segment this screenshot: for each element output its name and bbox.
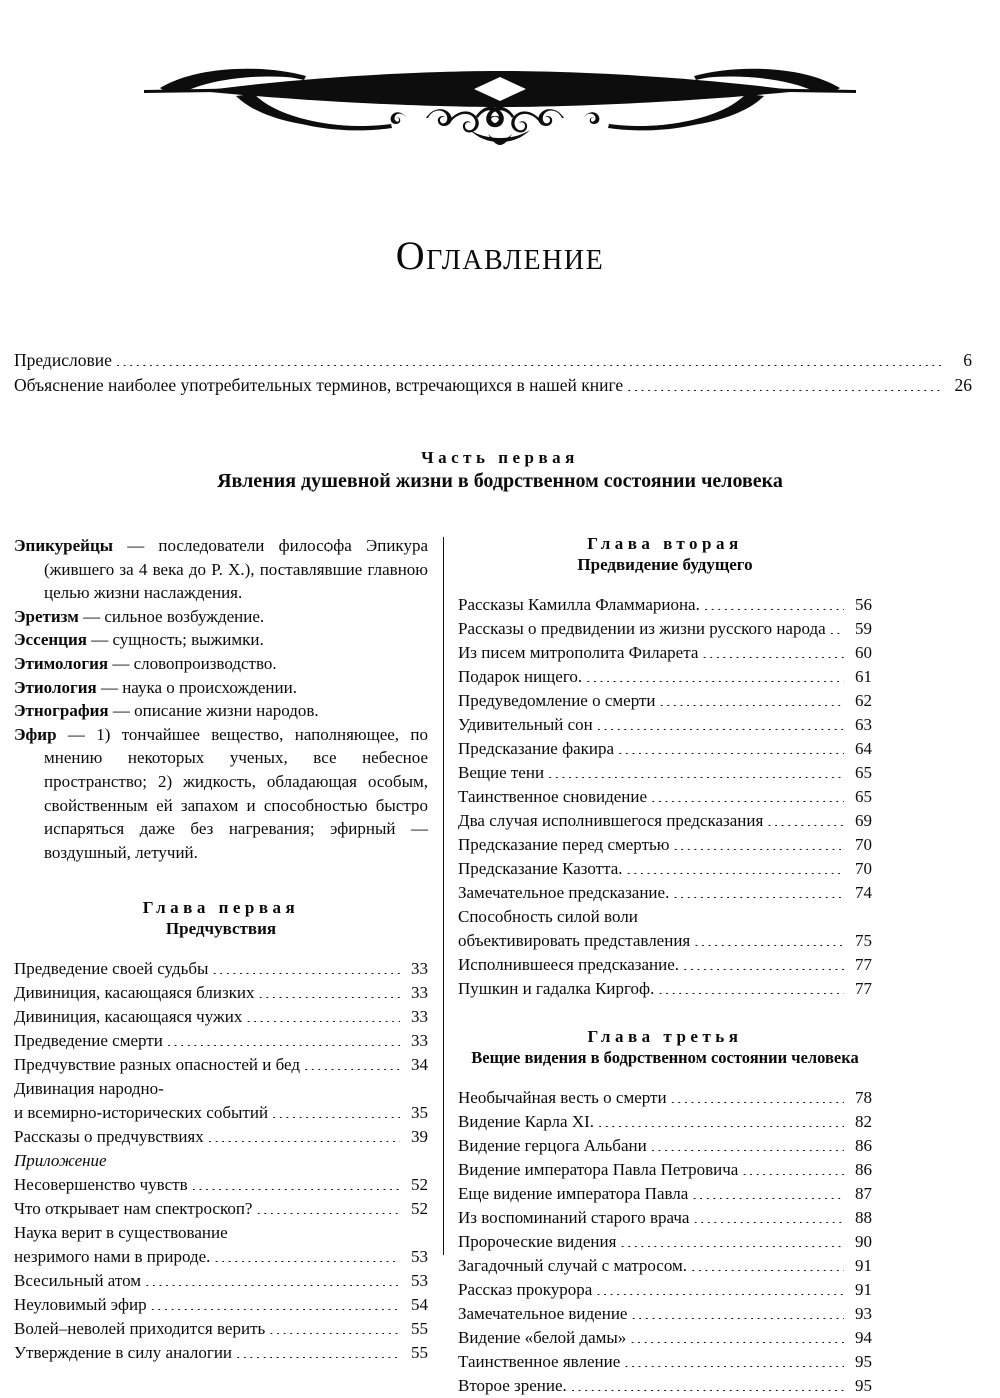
dot-leader: [232, 1221, 400, 1238]
front-matter-list: [14, 348, 972, 398]
toc-entry-label: Исполнившееся предсказание.: [458, 955, 680, 974]
dot-leader: [691, 1254, 844, 1271]
dot-leader: [571, 1374, 844, 1391]
toc-entry-label: Таинственное сновидение: [458, 787, 648, 806]
glossary-definition: — сильное возбуждение.: [78, 606, 265, 626]
toc-entry-page: 60: [855, 643, 872, 662]
toc-entry[interactable]: [458, 737, 872, 761]
dot-leader: [673, 833, 844, 850]
toc-entry[interactable]: [14, 348, 972, 373]
toc-subsection-note: [14, 1149, 428, 1173]
chapter-title: Вещие видения в бодрственном состоянии человека: [471, 1048, 859, 1067]
toc-entry-label: Второе зрение.: [458, 1376, 567, 1395]
chapter-kicker: Глава вторая: [587, 534, 743, 553]
glossary-term: Эретизм: [14, 606, 79, 626]
toc-entry[interactable]: [14, 1341, 428, 1365]
toc-entry-page: 93: [855, 1304, 872, 1323]
toc-entry-page: 64: [855, 739, 872, 758]
toc-entry-label: Утверждение в силу аналогии: [14, 1343, 233, 1363]
toc-entry-page: 69: [855, 811, 872, 830]
toc-entry[interactable]: [14, 981, 428, 1005]
toc-entry[interactable]: [14, 1125, 428, 1149]
toc-entry[interactable]: [458, 905, 872, 929]
toc-entry-page: 33: [411, 1007, 428, 1027]
dot-leader: [692, 1182, 844, 1199]
toc-entry[interactable]: [14, 1005, 428, 1029]
toc-entry-label: Из писем митрополита Филарета: [458, 643, 699, 662]
toc-entry-label: Способность силой воли: [458, 907, 638, 926]
glossary-definition: — наука о происхождении.: [96, 677, 297, 697]
toc-entry-page: 65: [855, 763, 872, 782]
toc-entry-label: Видение герцога Альбани: [458, 1136, 647, 1155]
dot-leader: [651, 785, 844, 802]
toc-entry-page: 34: [411, 1055, 428, 1075]
toc-entry-label: Из воспоминаний старого врача: [458, 1208, 690, 1227]
dot-leader: [586, 665, 844, 682]
toc-entry-page: 74: [855, 883, 872, 902]
toc-entry[interactable]: [458, 1278, 872, 1302]
chapter-one-heading: [14, 898, 428, 939]
part-heading: [0, 448, 1000, 493]
toc-entry-page: 75: [855, 931, 872, 950]
toc-entry-label: Видение императора Павла Петровича: [458, 1160, 739, 1179]
toc-entry[interactable]: [14, 1293, 428, 1317]
toc-entry[interactable]: [458, 1326, 872, 1350]
dot-leader: [631, 1302, 844, 1319]
toc-entry[interactable]: [458, 1182, 872, 1206]
dot-leader: [246, 1005, 400, 1022]
toc-entry[interactable]: [458, 689, 872, 713]
dot-leader: [167, 1029, 400, 1046]
dot-leader: [212, 957, 400, 974]
toc-entry-page: 26: [954, 375, 972, 395]
glossary-definition: — словопроизводство.: [108, 653, 277, 673]
toc-entry-label: Предуведомление о смерти: [458, 691, 656, 710]
dot-leader: [673, 881, 844, 898]
toc-entry-page: 95: [855, 1376, 872, 1395]
toc-entry-page: 55: [411, 1319, 428, 1339]
toc-entry-page: 52: [411, 1199, 428, 1219]
toc-entry-label: Видение «белой дамы»: [458, 1328, 627, 1347]
toc-entry-label: Волей–неволей приходится верить: [14, 1319, 266, 1339]
toc-entry-label: Удивительный сон: [458, 715, 593, 734]
toc-entry-label: Два случая исполнившегося предсказания: [458, 811, 764, 830]
dot-leader: [693, 1206, 844, 1223]
toc-entry[interactable]: [14, 1269, 428, 1293]
dot-leader: [598, 1110, 844, 1127]
toc-entry-label: Рассказы Камилла Фламмариона.: [458, 595, 700, 614]
toc-entry[interactable]: [458, 713, 872, 737]
chapter-kicker: Глава первая: [142, 898, 300, 918]
toc-entry[interactable]: [458, 929, 872, 953]
glossary-term: Этнография: [14, 701, 109, 721]
toc-entry-label: Несовершенство чувств: [14, 1175, 188, 1195]
chapter-two-entries: [458, 593, 872, 1001]
toc-entry-label: Что открывает нам спектроскоп?: [14, 1199, 253, 1219]
chapter-one-entries: [14, 957, 428, 1365]
toc-entry[interactable]: [14, 957, 428, 981]
toc-entry-page: 56: [855, 595, 872, 614]
dot-leader: [683, 953, 844, 970]
dot-leader: [151, 1293, 400, 1310]
toc-entry-page: 6: [963, 350, 972, 370]
toc-entry-page: 70: [855, 835, 872, 854]
glossary-list: [14, 534, 428, 864]
toc-entry-page: 53: [411, 1247, 428, 1267]
toc-entry-label: Наука верит в существование: [14, 1223, 228, 1243]
toc-entry[interactable]: [458, 1230, 872, 1254]
toc-entry-page: 87: [855, 1184, 872, 1203]
toc-entry-page: 94: [855, 1328, 872, 1347]
toc-entry[interactable]: [458, 1206, 872, 1230]
toc-entry[interactable]: [14, 373, 972, 398]
dot-leader: [704, 593, 844, 610]
toc-entry-label: Предведение своей судьбы: [14, 959, 209, 979]
glossary-term: Эпикурейцы: [14, 536, 114, 555]
toc-entry-page: 54: [411, 1295, 428, 1315]
dot-leader: [116, 349, 944, 367]
toc-entry-label: Дивинация народно-: [14, 1079, 164, 1099]
toc-entry[interactable]: [458, 857, 872, 881]
chapter-three-heading: [458, 1027, 872, 1068]
toc-entry-page: 86: [855, 1136, 872, 1155]
toc-entry-label: Рассказ прокурора: [458, 1280, 593, 1299]
glossary-term: Эссенция: [14, 630, 87, 650]
toc-entry-label: Пушкин и гадалка Киргоф.: [458, 979, 655, 998]
toc-entry-label: Приложение: [14, 1151, 107, 1171]
toc-entry-page: 35: [411, 1103, 428, 1123]
glossary-entry: [14, 652, 428, 676]
glossary-definition: — сущность; выжимки.: [86, 630, 264, 650]
dot-leader: [269, 1317, 400, 1334]
toc-entry[interactable]: [458, 785, 872, 809]
dot-leader: [168, 1077, 400, 1094]
toc-entry[interactable]: [458, 641, 872, 665]
toc-entry[interactable]: [14, 1077, 428, 1101]
toc-entry[interactable]: [458, 881, 872, 905]
dot-leader: [111, 1149, 400, 1166]
toc-entry-label: Замечательное предсказание.: [458, 883, 670, 902]
toc-entry-page: 95: [855, 1352, 872, 1371]
toc-entry-label: Неуловимый эфир: [14, 1295, 147, 1315]
toc-entry-page: 39: [411, 1127, 428, 1147]
dot-leader: [671, 1086, 844, 1103]
toc-entry[interactable]: [458, 809, 872, 833]
dot-leader: [702, 641, 844, 658]
toc-entry-page: 91: [855, 1256, 872, 1275]
toc-entry[interactable]: [458, 1086, 872, 1110]
toc-entry-label: Пророческие видения: [458, 1232, 617, 1251]
toc-entry-label: незримого нами в природе.: [14, 1247, 211, 1267]
dot-leader: [272, 1101, 400, 1118]
chapter-two-heading: [458, 534, 872, 575]
toc-entry[interactable]: [14, 1053, 428, 1077]
dot-leader: [627, 374, 944, 392]
glossary-entry: [14, 534, 428, 605]
part-kicker: Часть первая: [421, 448, 579, 467]
toc-entry-label: Подарок нищего.: [458, 667, 583, 686]
glossary-term: Эфир: [14, 724, 57, 744]
toc-entry[interactable]: [458, 761, 872, 785]
glossary-entry: [14, 628, 428, 652]
chapter-title: Предвидение будущего: [577, 555, 753, 574]
toc-entry-label: Необычайная весть о смерти: [458, 1088, 667, 1107]
dot-leader: [742, 1158, 844, 1175]
glossary-entry: [14, 699, 428, 723]
dot-leader: [236, 1341, 400, 1358]
toc-entry-label: Предисловие: [14, 350, 112, 370]
toc-entry-page: 62: [855, 691, 872, 710]
toc-entry-page: 59: [855, 619, 872, 638]
dot-leader: [830, 617, 844, 634]
dot-leader: [304, 1053, 400, 1070]
glossary-term: Этимология: [14, 653, 109, 673]
toc-entry[interactable]: [458, 953, 872, 977]
dot-leader: [208, 1125, 400, 1142]
dot-leader: [627, 857, 844, 874]
toc-entry-label: Вещие тени: [458, 763, 545, 782]
chapter-three-entries: [458, 1086, 872, 1398]
toc-entry-label: объективировать представления: [458, 931, 691, 950]
toc-entry[interactable]: [458, 1134, 872, 1158]
glossary-entry: [14, 676, 428, 700]
toc-entry-page: 86: [855, 1160, 872, 1179]
toc-entry-label: Загадочный случай с матросом.: [458, 1256, 688, 1275]
toc-entry-label: Предсказание перед смертью: [458, 835, 670, 854]
toc-entry[interactable]: [458, 1374, 872, 1398]
toc-entry-page: 88: [855, 1208, 872, 1227]
dot-leader: [630, 1326, 844, 1343]
toc-entry-page: 82: [855, 1112, 872, 1131]
toc-entry[interactable]: [458, 1350, 872, 1374]
toc-entry[interactable]: [458, 977, 872, 1001]
dot-leader: [694, 929, 844, 946]
toc-entry-label: Рассказы о предчувствиях: [14, 1127, 204, 1147]
decorative-vignette-icon: [140, 58, 860, 150]
dot-leader: [596, 1278, 844, 1295]
dot-leader: [660, 689, 844, 706]
glossary-entry: [14, 723, 428, 865]
toc-entry-label: и всемирно-исторических событий: [14, 1103, 269, 1123]
dot-leader: [658, 977, 844, 994]
toc-entry[interactable]: [458, 1110, 872, 1134]
toc-entry-page: 33: [411, 983, 428, 1003]
glossary-term: Этиология: [14, 677, 97, 697]
toc-entry[interactable]: [14, 1101, 428, 1125]
toc-entry[interactable]: [458, 593, 872, 617]
toc-entry-label: Замечательное видение: [458, 1304, 628, 1323]
toc-entry-page: 70: [855, 859, 872, 878]
toc-entry-label: Предчувствие разных опасностей и бед: [14, 1055, 300, 1075]
glossary-entry: [14, 605, 428, 629]
toc-entry-page: 61: [855, 667, 872, 686]
dot-leader: [767, 809, 844, 826]
toc-entry-page: 52: [411, 1175, 428, 1195]
toc-entry-label: Дивиниция, касающаяся чужих: [14, 1007, 243, 1027]
right-column: [458, 534, 872, 1398]
toc-entry[interactable]: [458, 1302, 872, 1326]
dot-leader: [192, 1173, 400, 1190]
toc-entry-page: 33: [411, 1031, 428, 1051]
toc-entry-label: Предведение смерти: [14, 1031, 163, 1051]
toc-entry[interactable]: [14, 1221, 428, 1245]
dot-leader: [145, 1269, 400, 1286]
toc-entry-page: 33: [411, 959, 428, 979]
toc-entry-page: 65: [855, 787, 872, 806]
toc-entry-label: Предсказание факира: [458, 739, 615, 758]
glossary-definition: — последователи филосѻфа Эпикура (жившего за 4 века до Р. Х.), поставлявшие главною целью жизни наслаждения.: [44, 536, 428, 603]
dot-leader: [259, 981, 400, 998]
toc-entry-label: Видение Карла XI.: [458, 1112, 595, 1131]
toc-entry-label: Таинственное явление: [458, 1352, 621, 1371]
dot-leader: [624, 1350, 844, 1367]
toc-entry-label: Еще видение императора Павла: [458, 1184, 689, 1203]
toc-entry[interactable]: [14, 1245, 428, 1269]
toc-entry[interactable]: [14, 1029, 428, 1053]
toc-entry[interactable]: [458, 617, 872, 641]
toc-entry-page: 78: [855, 1088, 872, 1107]
part-title: Явления душевной жизни в бодрственном состоянии человека: [217, 470, 783, 492]
toc-entry-page: 53: [411, 1271, 428, 1291]
toc-entry-label: Предсказание Казотта.: [458, 859, 623, 878]
toc-entry-page: 77: [855, 955, 872, 974]
page-title: Оглавление: [395, 233, 605, 278]
toc-entry-page: 91: [855, 1280, 872, 1299]
toc-entry-label: Объяснение наиболее употребительных терминов, встречающихся в нашей книге: [14, 375, 624, 395]
toc-entry[interactable]: [458, 665, 872, 689]
dot-leader: [651, 1134, 844, 1151]
dot-leader: [256, 1197, 400, 1214]
toc-entry[interactable]: [458, 1254, 872, 1278]
dot-leader: [214, 1245, 400, 1262]
toc-entry[interactable]: [14, 1197, 428, 1221]
dot-leader: [642, 905, 844, 922]
dot-leader: [618, 737, 844, 754]
toc-entry-label: Рассказы о предвидении из жизни русского народа: [458, 619, 826, 638]
toc-entry-page: 55: [411, 1343, 428, 1363]
toc-entry[interactable]: [14, 1173, 428, 1197]
dot-leader: [620, 1230, 844, 1247]
toc-entry-page: 77: [855, 979, 872, 998]
chapter-title: Предчувствия: [165, 919, 277, 939]
toc-entry-label: Дивиниция, касающаяся близких: [14, 983, 255, 1003]
left-column: [14, 534, 428, 1365]
toc-entry[interactable]: [14, 1317, 428, 1341]
dot-leader: [548, 761, 844, 778]
toc-entry[interactable]: [458, 1158, 872, 1182]
column-divider: [443, 537, 444, 1255]
toc-entry-page: 63: [855, 715, 872, 734]
toc-entry[interactable]: [458, 833, 872, 857]
glossary-definition: — 1) тончайшее вещество, наполняющее, по мнению некоторых ученых, все небесное пространство; 2) жидкость, обладающая особым, свойственным ей запахом и способностью быстро испаряться даже без нагревания; эфирный — воздушный, летучий.: [44, 724, 428, 862]
dot-leader: [597, 713, 844, 730]
glossary-definition: — описание жизни народов.: [108, 701, 319, 721]
toc-entry-label: Всесильный атом: [14, 1271, 142, 1291]
toc-entry-page: 90: [855, 1232, 872, 1251]
chapter-kicker: Глава третья: [587, 1027, 743, 1046]
